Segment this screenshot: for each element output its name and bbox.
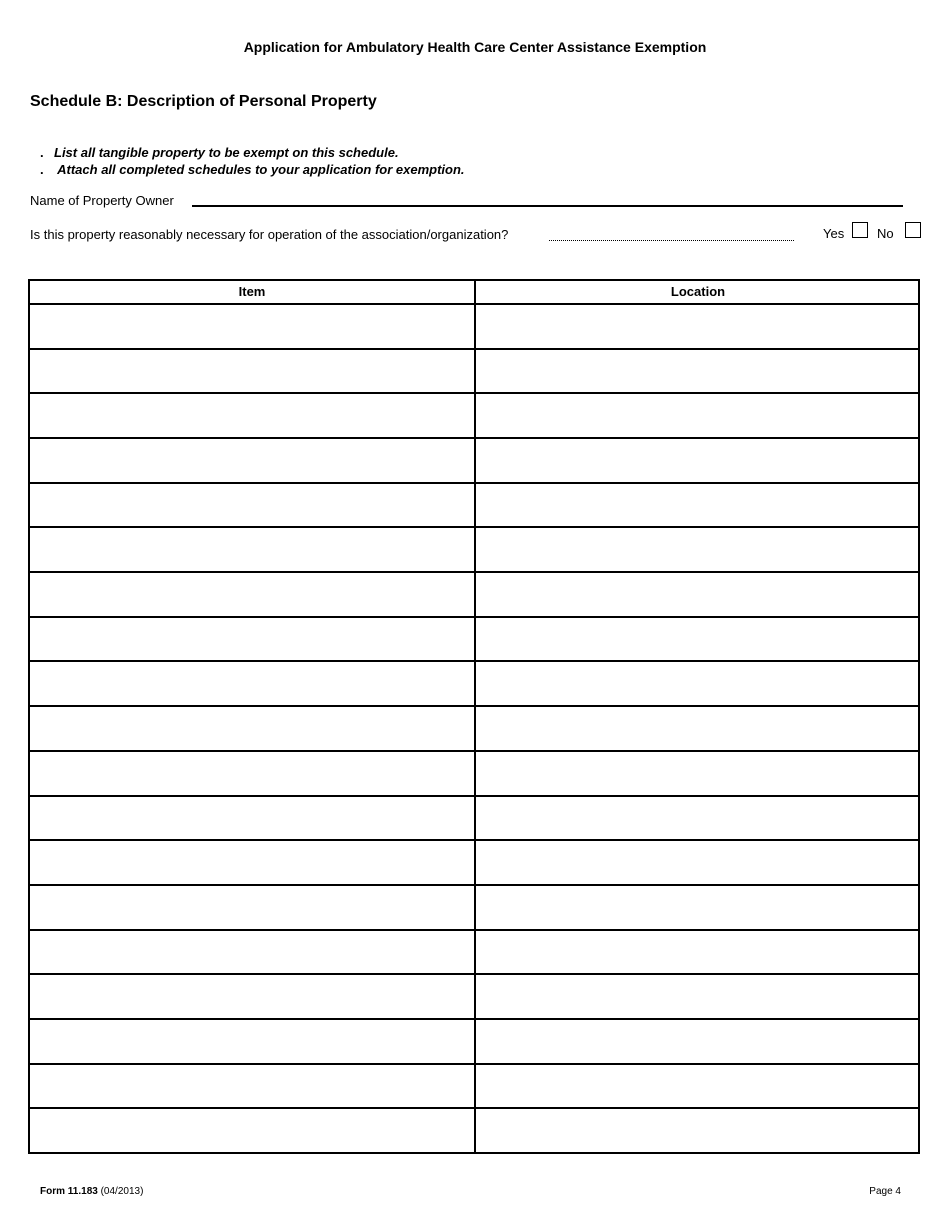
table-row bbox=[30, 973, 918, 1018]
owner-label: Name of Property Owner bbox=[30, 193, 174, 208]
item-cell[interactable] bbox=[30, 1109, 474, 1152]
table-row bbox=[30, 1063, 918, 1108]
location-cell[interactable] bbox=[476, 752, 918, 795]
yes-checkbox[interactable] bbox=[852, 222, 868, 238]
location-cell[interactable] bbox=[476, 1020, 918, 1063]
item-cell[interactable] bbox=[30, 394, 474, 437]
table-row bbox=[30, 571, 918, 616]
header-location: Location bbox=[670, 284, 726, 299]
location-cell[interactable] bbox=[476, 1065, 918, 1108]
table-row bbox=[30, 660, 918, 705]
bullet: . bbox=[40, 145, 44, 160]
no-checkbox[interactable] bbox=[905, 222, 921, 238]
location-cell[interactable] bbox=[476, 931, 918, 974]
no-label: No bbox=[877, 226, 894, 241]
schedule-title: Schedule B: Description of Personal Property bbox=[30, 93, 377, 110]
location-cell[interactable] bbox=[476, 975, 918, 1018]
location-cell[interactable] bbox=[476, 662, 918, 705]
location-cell[interactable] bbox=[476, 1109, 918, 1152]
location-cell[interactable] bbox=[476, 886, 918, 929]
item-cell[interactable] bbox=[30, 975, 474, 1018]
location-cell[interactable] bbox=[476, 707, 918, 750]
owner-name-field[interactable] bbox=[192, 205, 903, 207]
item-cell[interactable] bbox=[30, 662, 474, 705]
item-cell[interactable] bbox=[30, 886, 474, 929]
table-row bbox=[30, 1107, 918, 1152]
location-cell[interactable] bbox=[476, 573, 918, 616]
location-cell[interactable] bbox=[476, 305, 918, 348]
location-cell[interactable] bbox=[476, 841, 918, 884]
item-cell[interactable] bbox=[30, 618, 474, 661]
instruction-text: List all tangible property to be exempt on this schedule. bbox=[54, 145, 399, 160]
location-cell[interactable] bbox=[476, 484, 918, 527]
item-cell[interactable] bbox=[30, 573, 474, 616]
location-cell[interactable] bbox=[476, 350, 918, 393]
form-number bbox=[40, 1186, 143, 1197]
item-cell[interactable] bbox=[30, 1020, 474, 1063]
document-title: Application for Ambulatory Health Care Center Assistance Exemption bbox=[243, 39, 707, 55]
item-cell[interactable] bbox=[30, 528, 474, 571]
table-row bbox=[30, 303, 918, 348]
form-number-text: Form 11.183 bbox=[40, 1186, 98, 1197]
table-row bbox=[30, 348, 918, 393]
item-cell[interactable] bbox=[30, 305, 474, 348]
question-leader-dots bbox=[549, 240, 794, 241]
item-cell[interactable] bbox=[30, 931, 474, 974]
item-cell[interactable] bbox=[30, 797, 474, 840]
table-row bbox=[30, 437, 918, 482]
table-row bbox=[30, 482, 918, 527]
item-cell[interactable] bbox=[30, 752, 474, 795]
location-cell[interactable] bbox=[476, 618, 918, 661]
table-row bbox=[30, 616, 918, 661]
location-cell[interactable] bbox=[476, 528, 918, 571]
table-row bbox=[30, 392, 918, 437]
table-row bbox=[30, 1018, 918, 1063]
necessity-question: Is this property reasonably necessary for operation of the association/organization? bbox=[30, 227, 509, 242]
header-item: Item bbox=[238, 284, 266, 299]
item-cell[interactable] bbox=[30, 484, 474, 527]
item-cell[interactable] bbox=[30, 350, 474, 393]
yes-label: Yes bbox=[823, 226, 845, 241]
location-cell[interactable] bbox=[476, 394, 918, 437]
location-cell[interactable] bbox=[476, 797, 918, 840]
page-number: Page 4 bbox=[869, 1186, 901, 1197]
table-row bbox=[30, 526, 918, 571]
table-row bbox=[30, 884, 918, 929]
item-cell[interactable] bbox=[30, 439, 474, 482]
instruction-1 bbox=[40, 145, 399, 160]
table-row bbox=[30, 929, 918, 974]
form-date: (04/2013) bbox=[97, 1186, 144, 1197]
table-row bbox=[30, 839, 918, 884]
table-row bbox=[30, 705, 918, 750]
item-cell[interactable] bbox=[30, 707, 474, 750]
instruction-text: Attach all completed schedules to your application for exemption. bbox=[54, 162, 465, 177]
instruction-2 bbox=[40, 162, 465, 177]
bullet: . bbox=[40, 162, 44, 177]
property-table bbox=[28, 279, 920, 1154]
table-row bbox=[30, 750, 918, 795]
table-row bbox=[30, 795, 918, 840]
item-cell[interactable] bbox=[30, 1065, 474, 1108]
item-cell[interactable] bbox=[30, 841, 474, 884]
location-cell[interactable] bbox=[476, 439, 918, 482]
